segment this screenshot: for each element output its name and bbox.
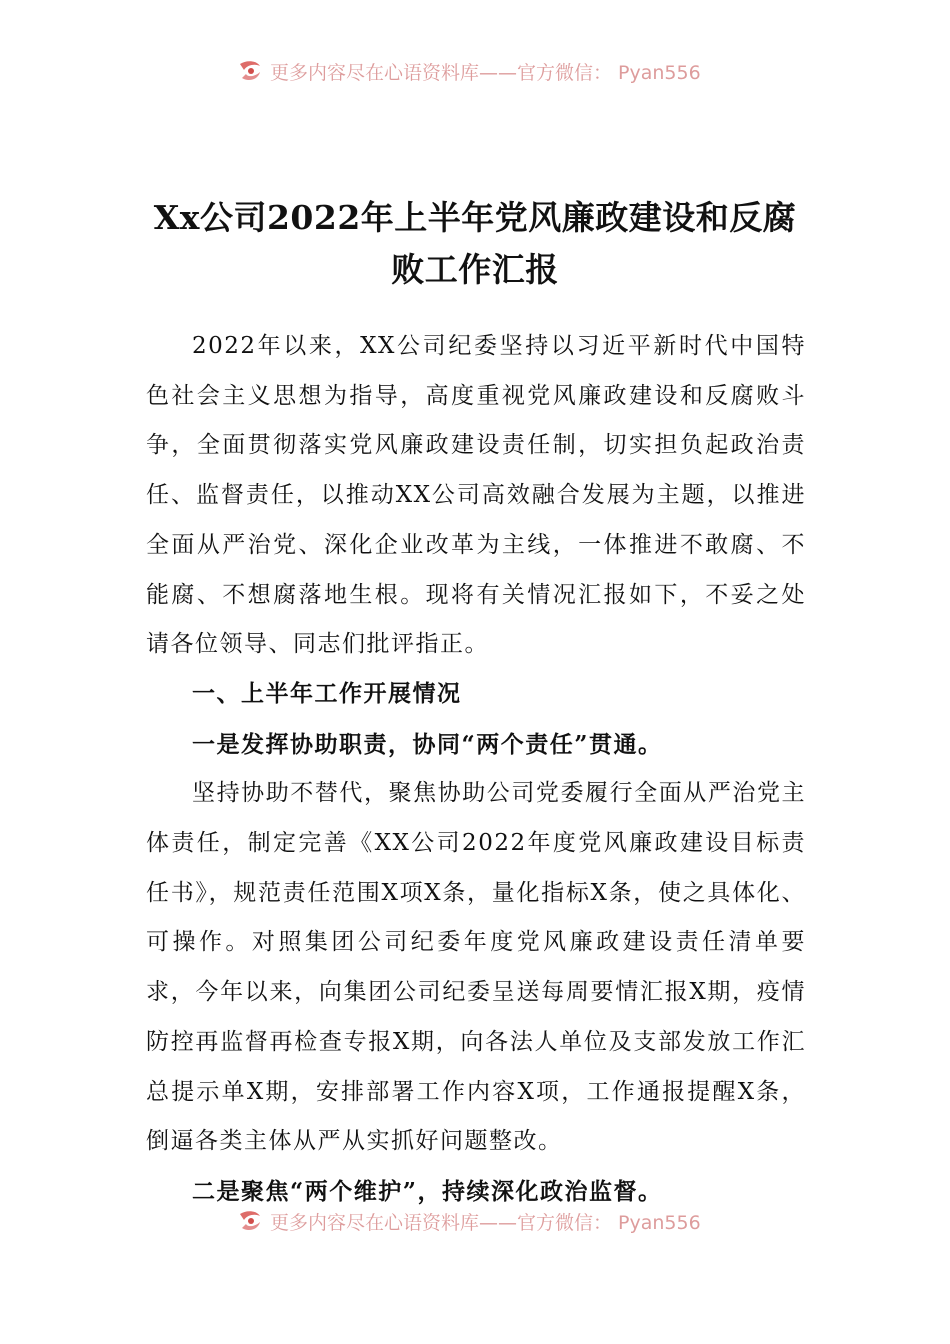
subsection-heading: 二是聚焦“两个维护”，持续深化政治监督。 [192, 1177, 663, 1205]
watermark-logo-icon [236, 58, 264, 84]
watermark-text: 更多内容尽在心语资料库——官方微信： Pyan556 [270, 61, 701, 84]
body-paragraph: 坚持协助不替代，聚焦协助公司党委履行全面从严治党主体责任，制定完善《XX公司2022年度党风廉政建设目标责任书》，规范责任范围X项X条，量化指标X条，使之具体化、可操作。对照集团公司纪委年度党风廉政建设责任清单要求，今年以来，向集团公司纪委呈送每周要情汇报X期，疫情防控再监督再检查专报X期，向各法人单位及支部发放工作汇总提示单X期，安排部署工作内容X项，工作通报提醒X条，倒逼各类主体从严从实抓好问题整改。 [146, 780, 806, 1155]
watermark-text: 更多内容尽在心语资料库——官方微信： Pyan556 [270, 1211, 701, 1234]
watermark-top [236, 56, 756, 86]
document-title: Xx公司2022年上半年党风廉政建设和反腐败工作汇报 [153, 198, 797, 290]
intro-paragraph: 2022年以来，XX公司纪委坚持以习近平新时代中国特色社会主义思想为指导，高度重视党风廉政建设和反腐败斗争，全面贯彻落实党风廉政建设责任制，切实担负起政治责任、监督责任，以推动XX公司高效融合发展为主题，以推进全面从严治党、深化企业改革为主线，一体推进不敢腐、不能腐、不想腐落地生根。现将有关情况汇报如下，不妥之处请各位领导、同志们批评指正。 [146, 333, 806, 658]
watermark-logo-icon [236, 1208, 264, 1234]
subsection-heading: 一是发挥协助职责，协同“两个责任”贯通。 [192, 730, 663, 758]
watermark-bottom [236, 1206, 756, 1236]
document-body [146, 322, 806, 1217]
section-heading: 一、上半年工作开展情况 [192, 680, 462, 707]
